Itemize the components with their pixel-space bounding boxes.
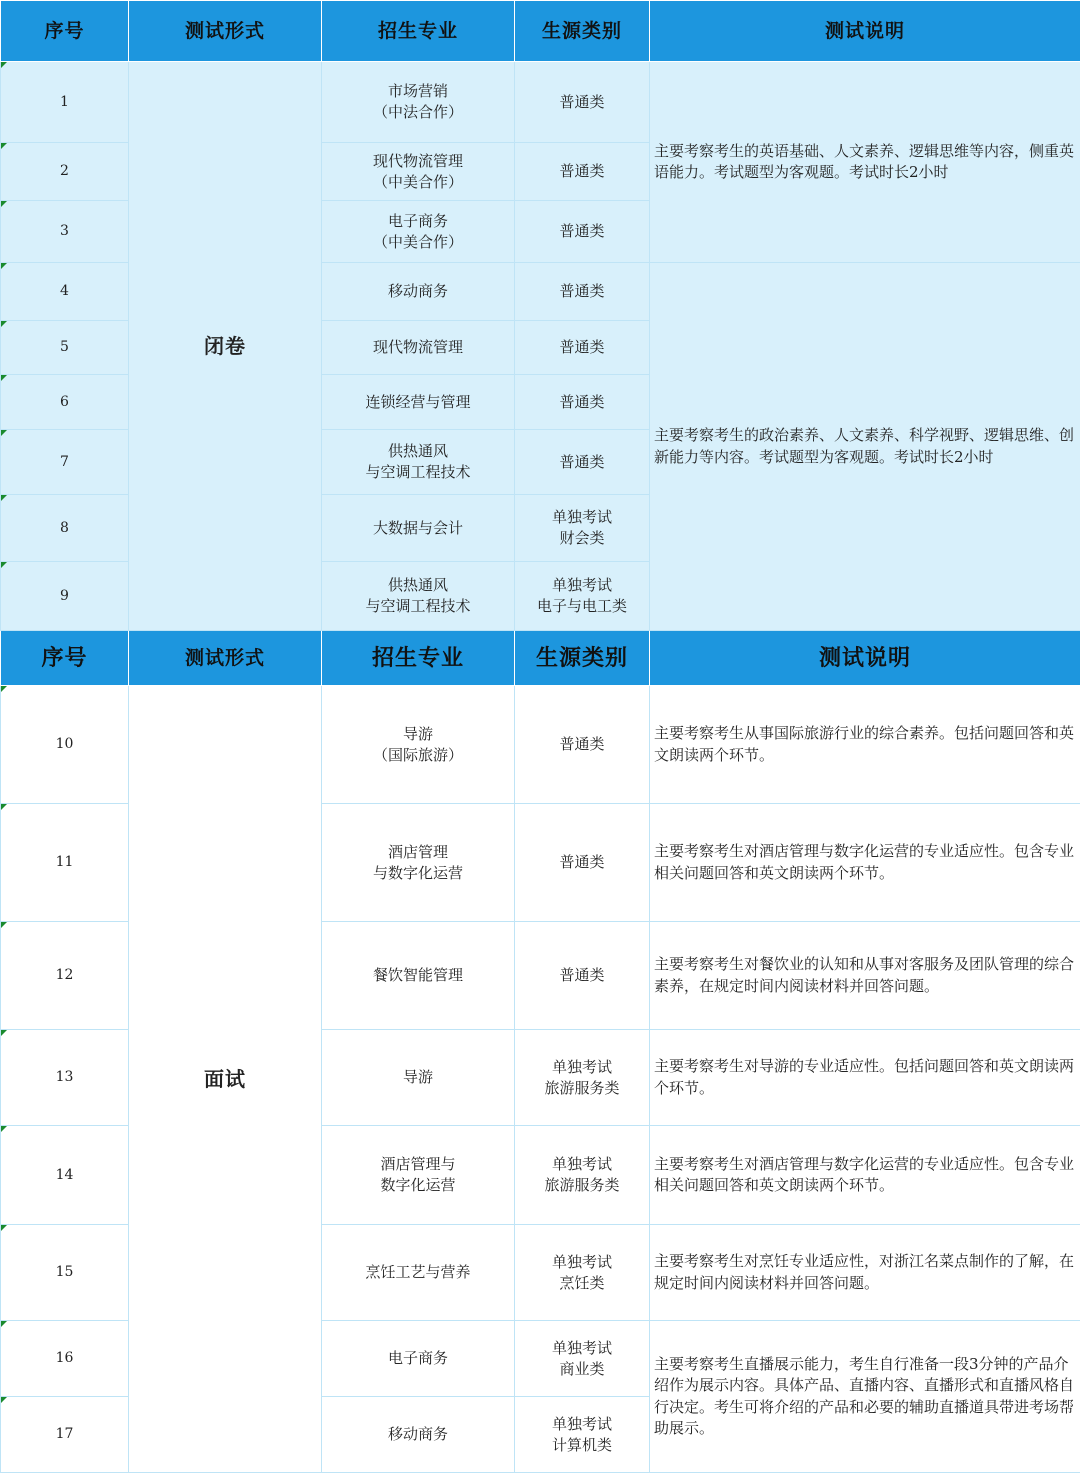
- row-number: 3: [1, 201, 129, 263]
- header-category: 生源类别: [515, 1, 650, 62]
- header-major: 招生专业: [322, 631, 515, 686]
- header-category: 生源类别: [515, 631, 650, 686]
- row-number: 8: [1, 495, 129, 562]
- category-cell: 普通类: [515, 375, 650, 430]
- header-test-form: 测试形式: [129, 631, 322, 686]
- category-cell: 普通类: [515, 143, 650, 201]
- category-cell: 普通类: [515, 263, 650, 321]
- header-seq: 序号: [1, 1, 129, 62]
- category-cell: 普通类: [515, 430, 650, 495]
- table-row: [1, 62, 1080, 143]
- row-number: 1: [1, 62, 129, 143]
- description-cell: 主要考察考生直播展示能力，考生自行准备一段3分钟的产品介绍作为展示内容。具体产品、直播内容、直播形式和直播风格自行决定。考生可将介绍的产品和必要的辅助直播道具带进考场帮助展示。: [650, 1321, 1080, 1473]
- description-cell: 主要考察考生对酒店管理与数字化运营的专业适应性。包含专业相关问题回答和英文朗读两个环节。: [650, 804, 1080, 922]
- major-cell: 导游 （国际旅游）: [322, 686, 515, 804]
- header-seq: 序号: [1, 631, 129, 686]
- major-cell: 市场营销 （中法合作）: [322, 62, 515, 143]
- major-cell: 连锁经营与管理: [322, 375, 515, 430]
- row-number: 11: [1, 804, 129, 922]
- row-number: 2: [1, 143, 129, 201]
- table-row: [1, 686, 1080, 804]
- category-cell: 单独考试 计算机类: [515, 1397, 650, 1473]
- major-cell: 移动商务: [322, 1397, 515, 1473]
- row-number: 16: [1, 1321, 129, 1397]
- category-cell: 普通类: [515, 804, 650, 922]
- category-cell: 普通类: [515, 922, 650, 1030]
- category-cell: 单独考试 旅游服务类: [515, 1030, 650, 1126]
- category-cell: 普通类: [515, 686, 650, 804]
- major-cell: 电子商务: [322, 1321, 515, 1397]
- header-description: 测试说明: [650, 1, 1080, 62]
- description-cell: 主要考察考生对酒店管理与数字化运营的专业适应性。包含专业相关问题回答和英文朗读两个环节。: [650, 1126, 1080, 1225]
- header-major: 招生专业: [322, 1, 515, 62]
- major-cell: 导游: [322, 1030, 515, 1126]
- major-cell: 供热通风 与空调工程技术: [322, 562, 515, 631]
- major-cell: 大数据与会计: [322, 495, 515, 562]
- major-cell: 烹饪工艺与营养: [322, 1225, 515, 1321]
- header-row: [1, 1, 1080, 62]
- description-cell: 主要考察考生对烹饪专业适应性，对浙江名菜点制作的了解，在规定时间内阅读材料并回答问题。: [650, 1225, 1080, 1321]
- category-cell: 普通类: [515, 321, 650, 375]
- category-cell: 普通类: [515, 62, 650, 143]
- category-cell: 单独考试 电子与电工类: [515, 562, 650, 631]
- major-cell: 电子商务 （中美合作）: [322, 201, 515, 263]
- row-number: 4: [1, 263, 129, 321]
- major-cell: 移动商务: [322, 263, 515, 321]
- row-number: 9: [1, 562, 129, 631]
- category-cell: 普通类: [515, 201, 650, 263]
- major-cell: 现代物流管理 （中美合作）: [322, 143, 515, 201]
- header-test-form: 测试形式: [129, 1, 322, 62]
- row-number: 12: [1, 922, 129, 1030]
- major-cell: 现代物流管理: [322, 321, 515, 375]
- major-cell: 供热通风 与空调工程技术: [322, 430, 515, 495]
- row-number: 17: [1, 1397, 129, 1473]
- description-cell: 主要考察考生的政治素养、人文素养、科学视野、逻辑思维、创新能力等内容。考试题型为客观题。考试时长2小时: [650, 263, 1080, 631]
- description-cell: 主要考察考生的英语基础、人文素养、逻辑思维等内容，侧重英语能力。考试题型为客观题。考试时长2小时: [650, 62, 1080, 263]
- row-number: 7: [1, 430, 129, 495]
- row-number: 15: [1, 1225, 129, 1321]
- major-cell: 酒店管理 与数字化运营: [322, 804, 515, 922]
- description-cell: 主要考察考生从事国际旅游行业的综合素养。包括问题回答和英文朗读两个环节。: [650, 686, 1080, 804]
- category-cell: 单独考试 财会类: [515, 495, 650, 562]
- major-cell: 餐饮智能管理: [322, 922, 515, 1030]
- major-cell: 酒店管理与 数字化运营: [322, 1126, 515, 1225]
- row-number: 5: [1, 321, 129, 375]
- category-cell: 单独考试 旅游服务类: [515, 1126, 650, 1225]
- row-number: 14: [1, 1126, 129, 1225]
- description-cell: 主要考察考生对导游的专业适应性。包括问题回答和英文朗读两个环节。: [650, 1030, 1080, 1126]
- header-row: [1, 631, 1080, 686]
- description-cell: 主要考察考生对餐饮业的认知和从事对客服务及团队管理的综合素养，在规定时间内阅读材料并回答问题。: [650, 922, 1080, 1030]
- row-number: 13: [1, 1030, 129, 1126]
- test-form-interview: 面试: [129, 686, 322, 1473]
- category-cell: 单独考试 烹饪类: [515, 1225, 650, 1321]
- row-number: 10: [1, 686, 129, 804]
- category-cell: 单独考试 商业类: [515, 1321, 650, 1397]
- row-number: 6: [1, 375, 129, 430]
- test-form-closed-book: 闭卷: [129, 62, 322, 631]
- header-description: 测试说明: [650, 631, 1080, 686]
